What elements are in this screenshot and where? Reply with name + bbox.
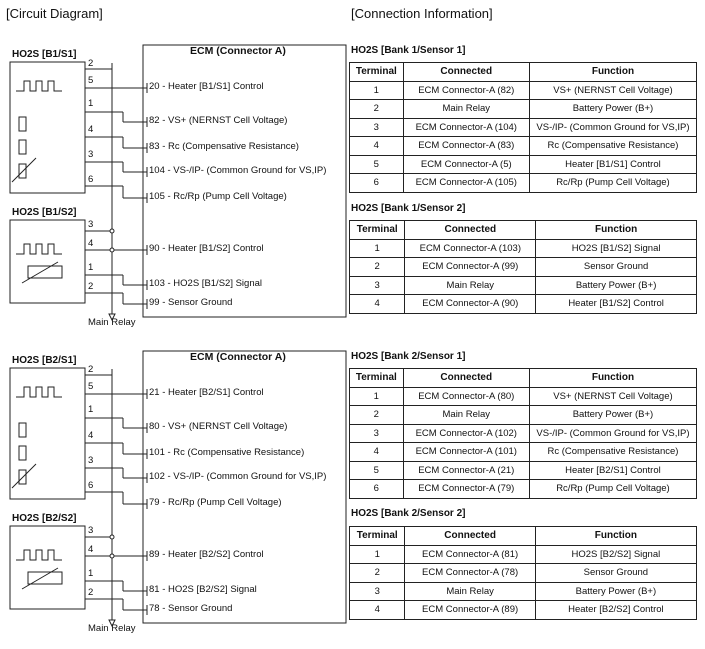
ecm-pin-label: 81 - HO2S [B2/S2] Signal	[149, 584, 257, 595]
table-cell: 4	[350, 443, 404, 462]
table-cell: Heater [B2/S2] Control	[535, 601, 696, 620]
table-cell: 3	[350, 424, 404, 443]
table-row	[350, 564, 697, 583]
table-cell: ECM Connector-A (105)	[403, 174, 529, 193]
terminal-number: 3	[88, 455, 94, 466]
table-cell: 5	[350, 461, 404, 480]
table-cell: Battery Power (B+)	[529, 406, 696, 425]
terminal-number: 3	[88, 219, 94, 230]
variable-marker-icon	[22, 568, 58, 589]
table-row	[350, 387, 697, 406]
table-row	[350, 601, 697, 620]
table-header-row	[350, 63, 697, 82]
table-row	[350, 174, 697, 193]
table-header-row	[350, 527, 697, 546]
column-header: Function	[529, 63, 696, 82]
table-cell: ECM Connector-A (90)	[405, 295, 536, 314]
terminal-number: 4	[88, 238, 94, 249]
terminal-number: 2	[88, 587, 94, 598]
table-row	[350, 155, 697, 174]
table-cell: Sensor Ground	[536, 258, 697, 277]
ecm-pin-label: 104 - VS-/IP- (Common Ground for VS,IP)	[149, 165, 327, 176]
ecm-pin-label: 105 - Rc/Rp (Pump Cell Voltage)	[149, 191, 287, 202]
table-cell: ECM Connector-A (78)	[405, 564, 535, 583]
table-title-b2s1: HO2S [Bank 2/Sensor 1]	[351, 351, 466, 362]
column-header: Connected	[403, 63, 529, 82]
terminal-number: 4	[88, 124, 94, 135]
table-cell: ECM Connector-A (89)	[405, 601, 535, 620]
table-cell: ECM Connector-A (103)	[405, 239, 536, 258]
terminal-number: 2	[88, 58, 94, 69]
column-header: Terminal	[350, 63, 404, 82]
main-relay-label: Main Relay	[88, 623, 136, 634]
table-cell: Battery Power (B+)	[536, 276, 697, 295]
table-row	[350, 81, 697, 100]
table-title-b1s2: HO2S [Bank 1/Sensor 2]	[351, 203, 466, 214]
connection-table-b1s1	[349, 62, 697, 193]
terminal-number: 4	[88, 544, 94, 555]
table-row	[350, 100, 697, 119]
table-cell: VS+ (NERNST Cell Voltage)	[529, 387, 696, 406]
table-cell: 2	[350, 100, 404, 119]
ecm-pin-label: 90 - Heater [B1/S2] Control	[149, 243, 264, 254]
table-row	[350, 137, 697, 156]
column-header: Function	[535, 527, 696, 546]
table-row	[350, 461, 697, 480]
ecm-pin-label: 20 - Heater [B1/S1] Control	[149, 81, 264, 92]
column-header: Function	[536, 221, 697, 240]
terminal-number: 4	[88, 430, 94, 441]
table-cell: VS+ (NERNST Cell Voltage)	[529, 81, 696, 100]
table-cell: 3	[350, 582, 405, 601]
table-cell: 6	[350, 480, 404, 499]
table-title-b1s1: HO2S [Bank 1/Sensor 1]	[351, 45, 466, 56]
terminal-number: 6	[88, 480, 94, 491]
table-cell: ECM Connector-A (21)	[403, 461, 529, 480]
table-cell: ECM Connector-A (5)	[403, 155, 529, 174]
terminal-number: 1	[88, 568, 94, 579]
table-cell: Battery Power (B+)	[529, 100, 696, 119]
ecm-pin-label: 78 - Sensor Ground	[149, 603, 233, 614]
table-cell: 4	[350, 137, 404, 156]
terminal-number: 1	[88, 98, 94, 109]
ecm-title: ECM (Connector A)	[190, 351, 286, 363]
table-title-b2s2: HO2S [Bank 2/Sensor 2]	[351, 508, 466, 519]
table-cell: ECM Connector-A (82)	[403, 81, 529, 100]
table-cell: 6	[350, 174, 404, 193]
sensor2-label: HO2S [B1/S2]	[12, 207, 77, 218]
ecm-pin-label: 103 - HO2S [B1/S2] Signal	[149, 278, 263, 289]
table-cell: Main Relay	[405, 276, 536, 295]
table-cell: Main Relay	[405, 582, 535, 601]
sensor2-label: HO2S [B2/S2]	[12, 513, 77, 524]
table-cell: ECM Connector-A (102)	[403, 424, 529, 443]
column-header: Terminal	[350, 527, 405, 546]
table-header-row	[350, 369, 697, 388]
terminal-number: 3	[88, 525, 94, 536]
ecm-pin-label: 89 - Heater [B2/S2] Control	[149, 549, 264, 560]
table-cell: Rc/Rp (Pump Cell Voltage)	[529, 480, 696, 499]
column-header: Terminal	[350, 369, 404, 388]
table-cell: 4	[350, 295, 405, 314]
connection-info-heading: [Connection Information]	[351, 6, 493, 21]
column-header: Connected	[403, 369, 529, 388]
main-relay-label: Main Relay	[88, 317, 136, 328]
table-header-row	[350, 221, 697, 240]
table-cell: ECM Connector-A (101)	[403, 443, 529, 462]
table-row	[350, 258, 697, 277]
column-header: Connected	[405, 527, 535, 546]
ecm-pin-label: 21 - Heater [B2/S1] Control	[149, 387, 264, 398]
table-row	[350, 424, 697, 443]
ecm-title: ECM (Connector A)	[190, 45, 286, 57]
table-cell: VS-/IP- (Common Ground for VS,IP)	[529, 118, 696, 137]
table-cell: Main Relay	[403, 100, 529, 119]
table-row	[350, 118, 697, 137]
junction-dot	[110, 554, 114, 558]
terminal-number: 2	[88, 281, 94, 292]
table-cell: 3	[350, 118, 404, 137]
table-cell: Rc/Rp (Pump Cell Voltage)	[529, 174, 696, 193]
table-cell: 1	[350, 545, 405, 564]
table-cell: ECM Connector-A (80)	[403, 387, 529, 406]
terminal-number: 1	[88, 404, 94, 415]
table-cell: Heater [B1/S2] Control	[536, 295, 697, 314]
table-cell: Battery Power (B+)	[535, 582, 696, 601]
table-cell: 1	[350, 81, 404, 100]
heater-icon	[16, 550, 62, 560]
terminal-number: 5	[88, 381, 94, 392]
table-row	[350, 480, 697, 499]
table-cell: HO2S [B1/S2] Signal	[536, 239, 697, 258]
sensor1-label: HO2S [B1/S1]	[12, 49, 77, 60]
column-header: Connected	[405, 221, 536, 240]
ecm-pin-label: 99 - Sensor Ground	[149, 297, 233, 308]
terminal-number: 5	[88, 75, 94, 86]
compensative-resistor-icon	[19, 446, 26, 460]
table-cell: ECM Connector-A (104)	[403, 118, 529, 137]
table-cell: VS-/IP- (Common Ground for VS,IP)	[529, 424, 696, 443]
table-row	[350, 239, 697, 258]
junction-dot	[110, 535, 114, 539]
table-cell: Rc (Compensative Resistance)	[529, 137, 696, 156]
column-header: Terminal	[350, 221, 405, 240]
table-cell: Heater [B1/S1] Control	[529, 155, 696, 174]
sensor1-label: HO2S [B2/S1]	[12, 355, 77, 366]
terminal-number: 1	[88, 262, 94, 273]
circuit-diagram-heading: [Circuit Diagram]	[6, 6, 103, 21]
table-cell: ECM Connector-A (83)	[403, 137, 529, 156]
table-cell: HO2S [B2/S2] Signal	[535, 545, 696, 564]
terminal-number: 2	[88, 364, 94, 375]
ecm-pin-label: 82 - VS+ (NERNST Cell Voltage)	[149, 115, 288, 126]
table-row	[350, 545, 697, 564]
table-row	[350, 406, 697, 425]
table-cell: ECM Connector-A (79)	[403, 480, 529, 499]
sensor2-box	[10, 526, 85, 609]
column-header: Function	[529, 369, 696, 388]
ecm-pin-label: 80 - VS+ (NERNST Cell Voltage)	[149, 421, 288, 432]
table-cell: 4	[350, 601, 405, 620]
table-cell: Sensor Ground	[535, 564, 696, 583]
table-cell: Main Relay	[403, 406, 529, 425]
connection-table-b2s2	[349, 526, 697, 620]
table-cell: Rc (Compensative Resistance)	[529, 443, 696, 462]
table-row	[350, 276, 697, 295]
table-cell: 2	[350, 258, 405, 277]
ecm-pin-label: 101 - Rc (Compensative Resistance)	[149, 447, 305, 458]
ecm-pin-label: 102 - VS-/IP- (Common Ground for VS,IP)	[149, 471, 327, 482]
table-cell: 2	[350, 564, 405, 583]
table-cell: 1	[350, 239, 405, 258]
table-cell: 2	[350, 406, 404, 425]
table-cell: ECM Connector-A (99)	[405, 258, 536, 277]
table-cell: Heater [B2/S1] Control	[529, 461, 696, 480]
heater-icon	[16, 387, 62, 397]
terminal-number: 3	[88, 149, 94, 160]
table-cell: 5	[350, 155, 404, 174]
ecm-pin-label: 79 - Rc/Rp (Pump Cell Voltage)	[149, 497, 282, 508]
nernst-cell-icon	[19, 423, 26, 437]
connection-table-b2s1	[349, 368, 697, 499]
table-cell: ECM Connector-A (81)	[405, 545, 535, 564]
table-row	[350, 582, 697, 601]
table-row	[350, 443, 697, 462]
table-row	[350, 295, 697, 314]
table-cell: 3	[350, 276, 405, 295]
ecm-pin-label: 83 - Rc (Compensative Resistance)	[149, 141, 299, 152]
table-cell: 1	[350, 387, 404, 406]
connection-table-b1s2	[349, 220, 697, 314]
terminal-number: 6	[88, 174, 94, 185]
